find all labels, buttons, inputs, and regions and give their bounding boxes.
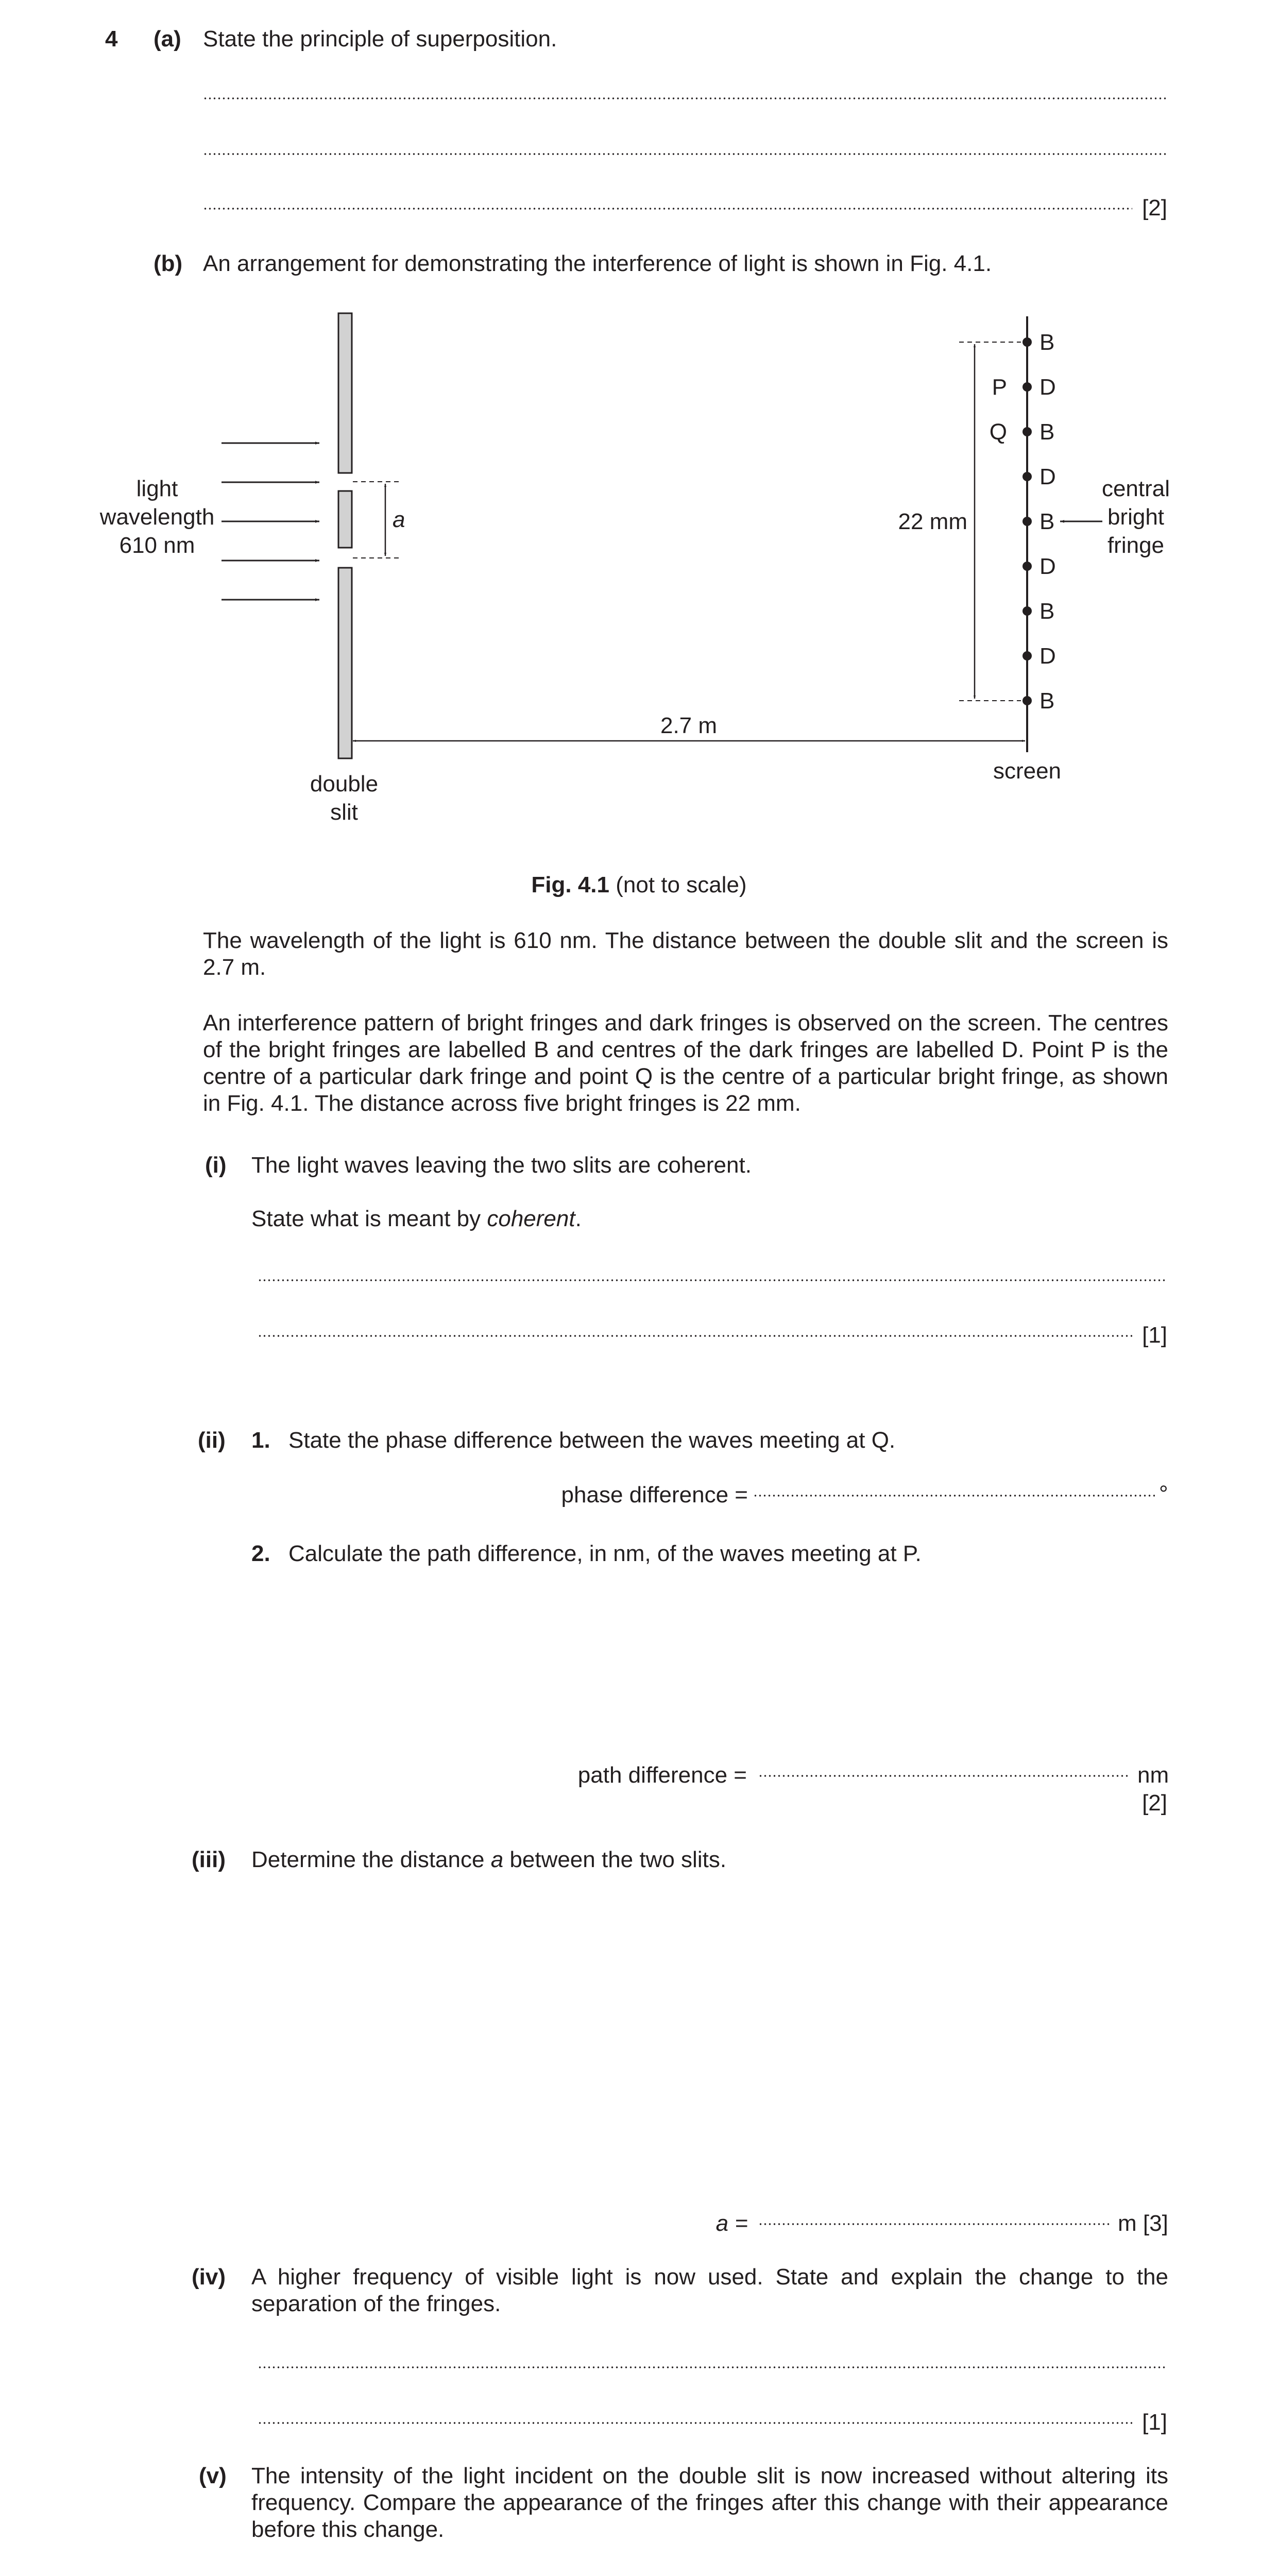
part-iii-question-post: between the two slits. <box>503 1847 727 1872</box>
part-b-label: (b) <box>154 251 183 276</box>
fringe-label: D <box>1040 643 1056 669</box>
part-iii-question <box>251 1846 726 1873</box>
paragraph-wavelength: The wavelength of the light is 610 nm. The distance between the double slit and the screen is 2.7 m. <box>203 928 1168 980</box>
marks-iv: [1] <box>1142 2410 1167 2435</box>
fringe-labels <box>1040 330 1056 714</box>
fringe-dot <box>1023 337 1032 347</box>
fringe-dot <box>1023 517 1032 526</box>
fringe-dot <box>1023 382 1032 392</box>
paragraph-pattern: An interference pattern of bright fringes and dark fringes is observed on the screen. The centres of the bright fringes are labelled B and centres of the dark fringes are labelled D. Point P is the centre of a particular dark fringe and point Q is the centre of a particular bright fringe, as shown in Fig. 4.1. The distance across five bright fringes is 22 mm. <box>203 1010 1168 1116</box>
distance-label: 2.7 m <box>660 713 718 738</box>
slit-separation-label: a <box>393 507 405 532</box>
answer-line[interactable] <box>258 2366 1167 2369</box>
fringe-label: B <box>1040 599 1055 624</box>
fringe-label: B <box>1040 688 1055 714</box>
fringe-label: D <box>1040 464 1056 489</box>
part-ii-q1-question: State the phase difference between the waves meeting at Q. <box>288 1428 896 1453</box>
part-iv-question: A higher frequency of visible light is now used. State and explain the change to the separation of the fringes. <box>251 2264 1168 2316</box>
figure-caption <box>0 872 1278 899</box>
part-iv-label: (iv) <box>192 2264 226 2290</box>
bright-label: bright <box>1107 504 1165 530</box>
nm-unit: nm <box>1137 1762 1169 1788</box>
central-label: central <box>1101 476 1170 501</box>
fringe-label: B <box>1040 330 1055 355</box>
point-p-label: P <box>992 375 1007 400</box>
question-number: 4 <box>105 26 118 52</box>
figure-note: (not to scale) <box>616 872 747 897</box>
marks-a: [2] <box>1142 195 1167 221</box>
part-i-question-pre: State what is meant by <box>251 1206 487 1231</box>
wavelength-label: wavelength <box>99 504 215 530</box>
part-iii-label: (iii) <box>192 1847 226 1872</box>
part-ii-q2-question: Calculate the path difference, in nm, of the waves meeting at P. <box>288 1541 922 1566</box>
answer-line[interactable] <box>258 2421 1132 2425</box>
point-q-label: Q <box>989 419 1007 445</box>
double-label: double <box>310 771 379 796</box>
part-i-label: (i) <box>205 1153 227 1178</box>
part-v-question: The intensity of the light incident on the double slit is now increased without altering its frequency. Compare the appearance of the fringes after this change with their appearance before this change. <box>251 2463 1168 2542</box>
path-difference-label: path difference = <box>577 1762 747 1788</box>
fringe-dot <box>1023 472 1032 481</box>
path-difference-answer-line[interactable] <box>758 1774 1129 1777</box>
figure-4-1 <box>0 289 1278 829</box>
part-i-statement: The light waves leaving the two slits are coherent. <box>251 1153 752 1178</box>
part-i-question-post: . <box>575 1206 582 1231</box>
part-a-label: (a) <box>154 26 181 52</box>
part-i-question <box>251 1206 582 1232</box>
answer-line[interactable] <box>258 1334 1132 1337</box>
slit-barrier-middle <box>338 491 352 548</box>
fringe-dot <box>1023 696 1032 705</box>
fringe-label: D <box>1040 554 1056 579</box>
fringe-dot <box>1023 562 1032 571</box>
slit-separation-answer-label: a = <box>715 2211 748 2236</box>
fringe-label-text: fringe <box>1107 533 1165 558</box>
light-label: light <box>136 476 178 501</box>
answer-line[interactable] <box>258 1279 1167 1282</box>
wavelength-value: 610 nm <box>119 533 195 558</box>
slit-separation-answer-line[interactable] <box>758 2223 1112 2226</box>
part-iii-question-pre: Determine the distance <box>251 1847 491 1872</box>
span-label: 22 mm <box>898 509 967 534</box>
marks-iii: m [3] <box>1118 2211 1168 2236</box>
double-slit <box>338 313 352 758</box>
fringe-dot <box>1023 651 1032 660</box>
span-guides <box>959 342 1021 701</box>
fringe-label: B <box>1040 509 1055 534</box>
part-ii-q1-number: 1. <box>251 1428 270 1453</box>
slit-label: slit <box>330 800 358 825</box>
part-iii-question-var: a <box>490 1847 504 1872</box>
answer-line[interactable] <box>203 207 1132 210</box>
screen-label: screen <box>993 758 1062 784</box>
answer-line[interactable] <box>203 97 1167 100</box>
slit-barrier-bottom <box>338 568 352 758</box>
fringe-label: B <box>1040 419 1055 445</box>
part-b-intro: An arrangement for demonstrating the interference of light is shown in Fig. 4.1. <box>203 251 992 276</box>
answer-line[interactable] <box>203 152 1167 156</box>
fringe-dot <box>1023 427 1032 436</box>
marks-i: [1] <box>1142 1323 1167 1348</box>
part-ii-q2-number: 2. <box>251 1541 270 1566</box>
slit-barrier-top <box>338 313 352 473</box>
phase-difference-answer-line[interactable] <box>753 1494 1155 1497</box>
marks-ii: [2] <box>1142 1790 1167 1816</box>
light-arrows <box>221 443 319 600</box>
part-ii-label: (ii) <box>198 1428 226 1453</box>
degree-unit: ° <box>1159 1481 1168 1506</box>
part-i-question-term: coherent <box>487 1206 575 1231</box>
part-v-label: (v) <box>199 2463 227 2488</box>
fringe-dot <box>1023 606 1032 616</box>
part-a-question: State the principle of superposition. <box>203 26 557 52</box>
phase-difference-label: phase difference = <box>561 1482 748 1507</box>
figure-number: Fig. 4.1 <box>531 872 609 897</box>
fringe-label: D <box>1040 375 1056 400</box>
